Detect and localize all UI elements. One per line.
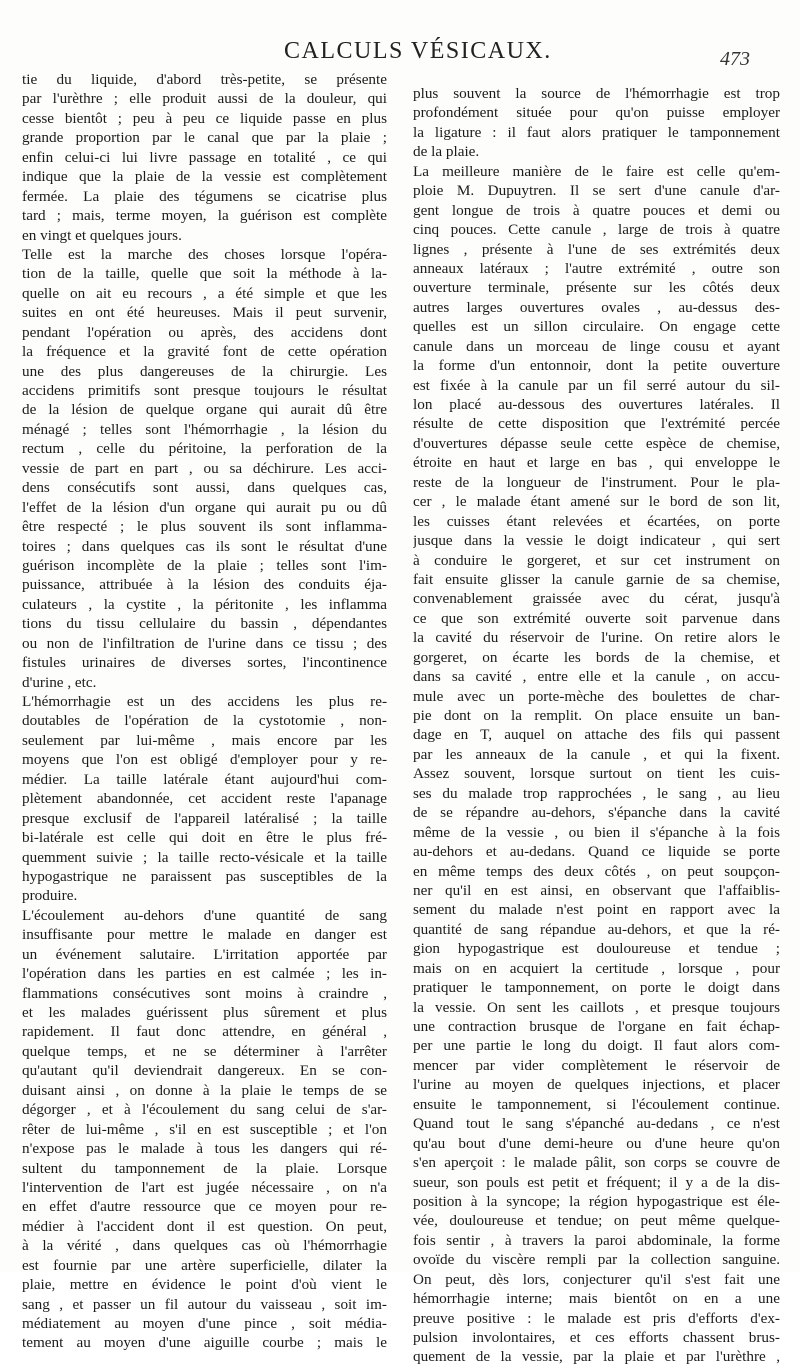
text-line: Assez souvent, lorsque surtout on tient les cuis- — [413, 765, 780, 783]
text-line: ner qu'il en est ainsi, en observant que l'affaiblis- — [413, 881, 780, 899]
text-line: qu'autant qu'il deviendrait dangereux. En se con- — [22, 1062, 387, 1080]
text-line: jusque dans la vessie le doigt indicateur , qui sert — [413, 532, 780, 550]
text-line: per une partie le long du doigt. Il faut alors com- — [413, 1037, 780, 1055]
text-line: culateurs , la cystite , la péritonite , les inflamma — [22, 595, 387, 613]
text-line: à la vérité , dans quelques cas où l'hémorrhagie — [22, 1237, 387, 1255]
text-line: être respecté ; le plus souvent ils sont inflamma- — [22, 518, 387, 536]
text-line: fermée. La plaie des tégumens se cicatrise plus — [22, 187, 387, 205]
text-line: en effet d'autre ressource que ce moyen pour re- — [22, 1198, 387, 1216]
text-line: quantité de sang répandue au-dehors, et que la ré- — [413, 920, 780, 938]
text-line: gion hypogastrique est douloureuse et tendue ; — [413, 940, 780, 958]
text-line: sang , et passer un fil autour du vaisseau , soit im- — [22, 1295, 387, 1313]
text-line: d'ouvertures dépasse seule cette espèce de chemise, — [413, 434, 780, 452]
text-line: en vingt et quelques jours. — [22, 226, 182, 244]
text-line: accidens primitifs sont presque toujours le résultat — [22, 382, 387, 399]
text-line: l'intervention de l'art est jugée nécessaire , on n'a — [22, 1178, 387, 1196]
page-number: 473 — [720, 48, 750, 70]
text-line: cer , le malade étant amené sur le bord de son lit, — [413, 493, 780, 511]
text-line: ploie M. Dupuytren. Il se sert d'une canule d'ar- — [413, 182, 780, 200]
text-line: dans sa cavité , entre elle et la canule , on accu- — [413, 668, 780, 686]
text-line: On peut, dès lors, conjecturer qu'il s'est fait une — [413, 1270, 780, 1288]
text-line: seulement par lui-même , mais encore par les — [22, 731, 387, 749]
text-line: hypogastrique ne paraissent pas susceptibles de la — [22, 867, 387, 885]
text-line: qu'au bout d'une demi-heure ou d'une heure qu'on — [413, 1134, 780, 1152]
text-line: l'opération dans les parties en est calmée ; les in- — [22, 965, 387, 983]
text-line: sueur, son pouls est petit et fréquent; il y a de la dis- — [413, 1173, 780, 1191]
text-line: doutables de l'opération de la cystotomie , non- — [22, 712, 387, 730]
text-line: médier à l'accident dont il est question. On peut, — [22, 1217, 387, 1235]
text-line: plus souvent la source de l'hémorrhagie est trop — [413, 85, 780, 102]
text-line: quemment suivie ; la taille recto-vésicale et la taille — [22, 848, 387, 866]
text-line: par l'urèthre ; elle produit aussi de la douleur, qui — [22, 90, 387, 108]
text-line: la fréquence et la gravité font de cette opération — [22, 343, 387, 361]
text-line: une des plus dangereuses de la chirurgie. Les — [22, 362, 387, 380]
text-line: à conduire le gorgeret, et sur cet instrument on — [413, 551, 780, 569]
text-line: résulte de cette disposition que l'extrémité percée — [413, 415, 780, 433]
text-line: quelque temps, et ne se déterminer à l'arrêter — [22, 1042, 387, 1060]
text-line: ce que son extrémité ouverte soit parvenue dans — [413, 609, 780, 627]
text-line: par les anneaux de la canule , et qui la fixent. — [413, 745, 780, 763]
text-line: l'effet de la lésion d'un organe qui aurait pu ou dû — [22, 498, 387, 516]
text-line: plètement abandonnée, cet accident reste l'apanage — [22, 790, 387, 808]
text-line: canule dans un morceau de linge cousu et ayant — [413, 337, 780, 355]
text-line: l'urine au moyen de quelques injections, et placer — [413, 1076, 780, 1094]
text-line: les cuisses étant relevées et écartées, on porte — [413, 512, 780, 530]
text-line: de la lésion de quelque organe qui aurait dû être — [22, 401, 387, 419]
text-line: insuffisante pour mettre le malade en danger est — [22, 926, 387, 944]
left-text-column — [22, 70, 387, 1353]
text-line: n'expose pas le malade à tous les dangers qui ré- — [22, 1140, 387, 1158]
text-line: pulsion involontaires, et ces efforts chassent brus- — [413, 1329, 780, 1346]
text-line: rêter de lui-même , s'il en est susceptible ; et l'on — [22, 1120, 387, 1138]
text-line: une contraction brusque de l'organe en fait échap- — [413, 1018, 780, 1035]
text-line: de la plaie. — [413, 143, 480, 161]
text-line: suites en ont été heureuses. Mais il peut survenir, — [22, 304, 387, 322]
text-line: gorgeret, on écarte les bords de la chemise, et — [413, 648, 780, 666]
text-line: quement de la vessie, par la plaie et par l'urèthre , — [413, 1348, 780, 1366]
text-line: grande proportion par le canal que par la plaie ; — [22, 129, 387, 147]
text-line: moyens que l'on est obligé d'employer pour y re- — [22, 751, 387, 769]
text-line: mencer par vider complètement le réservoir de — [413, 1056, 780, 1074]
text-line: pratiquer le tamponnement, on porte le doigt dans — [413, 979, 780, 997]
text-line: lignes , présente à l'une de ses extrémités deux — [413, 240, 780, 258]
text-line: cesse bientôt ; peu à peu ce liquide passe en plus — [22, 109, 387, 127]
text-line: la forme d'un entonnoir, dont la petite ouverture — [413, 357, 780, 375]
text-line: preuve positive : le malade est pris d'efforts d'ex- — [413, 1309, 780, 1327]
text-line: la vessie. On sent les caillots , et presque toujours — [413, 998, 780, 1016]
text-line: position à la syncope; la région hypogastrique est éle- — [413, 1192, 780, 1210]
running-title: CALCULS VÉSICAUX. — [284, 38, 552, 64]
text-line: la cavité du réservoir de l'urine. On retire alors le — [413, 629, 780, 647]
text-line: flammations consécutives sont moins à craindre , — [22, 984, 387, 1002]
right-text-column — [413, 84, 780, 1367]
text-line: au-dehors et au-dedans. Quand ce liquide se porte — [413, 843, 780, 861]
text-line: ouverture terminale, présente sur les côtés deux — [413, 279, 780, 297]
text-line: médier. La taille latérale étant aujourd'hui com- — [22, 770, 387, 788]
text-line: étroite en haut et large en bas , qui enveloppe le — [413, 454, 780, 472]
text-line: pendant l'opération ou après, des accidens dont — [22, 323, 387, 341]
text-line: la ligature : il faut alors pratiquer le tamponnement — [413, 123, 780, 141]
text-line: médiatement au moyen d'une pince , soit média- — [22, 1315, 387, 1332]
text-line: duisant ainsi , on donne à la plaie le temps de se — [22, 1081, 387, 1099]
text-line: convenablement graissée avec du cérat, jusqu'à — [413, 590, 780, 608]
text-line: autres larges ouvertures ovales , au-dessus des- — [413, 298, 780, 316]
text-line: L'hémorrhagie est un des accidens les plus re- — [22, 693, 387, 710]
text-line: ovoïde du viscère rempli par la collection sanguine. — [413, 1251, 780, 1269]
text-line: enfin celui-ci lui livre passage en totalité , ce qui — [22, 148, 387, 166]
text-line: ses du malade trop rapprochées , le sang , au lieu — [413, 784, 780, 802]
text-line: rectum , celle du péritoine, la perforation de la — [22, 440, 387, 458]
text-line: plaie, mettre en évidence le point d'où vient le — [22, 1276, 387, 1294]
text-line: guérison incomplète de la plaie ; telles sont l'im- — [22, 556, 387, 574]
text-line: ensuite le tamponnement, si l'écoulement continue. — [413, 1095, 780, 1113]
text-line: rapidement. Il faut donc attendre, en général , — [22, 1023, 387, 1041]
text-line: ménagé ; telles sont l'hémorrhagie , la lésion du — [22, 420, 387, 438]
text-line: profondément située pour qu'on puisse employer — [413, 104, 780, 122]
text-line: presque exclusif de l'appareil latéralisé ; la taille — [22, 809, 387, 827]
text-line: sultent du tamponnement de la plaie. Lorsque — [22, 1159, 387, 1177]
text-line: fait ensuite glisser la canule garnie de sa chemise, — [413, 570, 780, 588]
text-line: puissance, attribuée à la lésion des conduits éja- — [22, 576, 387, 594]
text-line: Telle est la marche des choses lorsque l'opéra- — [22, 245, 387, 263]
text-line: est fournie par une artère superficielle, dilater la — [22, 1256, 387, 1274]
text-line: de se répandre au-dehors, s'épanche dans la cavité — [413, 804, 780, 822]
text-line: même de la vessie , ou bien il s'épanche à la fois — [413, 823, 780, 841]
running-head — [0, 38, 800, 72]
text-line: vée, douloureuse et tendue; on peut même quelque- — [413, 1212, 780, 1230]
text-line: s'en aperçoit : le malade pâlit, son corps se couvre de — [413, 1154, 780, 1172]
text-line: en même temps des deux côtés , on peut soupçon- — [413, 862, 780, 880]
text-line: indique que la plaie de la vessie est complètement — [22, 168, 387, 186]
text-line: pie dont on la remplit. On place ensuite un ban- — [413, 707, 780, 724]
text-line: toires ; dans quelques cas ils sont le résultat d'une — [22, 537, 387, 555]
text-line: ou non de l'infiltration de l'urine dans ce tissu ; des — [22, 634, 387, 652]
text-line: Quand tout le sang s'épanché au-dedans , ce n'est — [413, 1115, 780, 1133]
text-line: fois sentir , à travers la paroi abdominale, la forme — [413, 1231, 780, 1249]
text-line: gent longue de trois à quatre pouces et demi ou — [413, 201, 780, 219]
text-line: et les malades guérissent plus sûrement et plus — [22, 1004, 387, 1021]
text-line: lon placé au-dessous des ouvertures latérales. Il — [413, 396, 780, 413]
text-line: sement du malade n'est point en rapport avec la — [413, 901, 780, 919]
text-line: hémorrhagie interne; mais bientôt on en a une — [413, 1290, 780, 1308]
text-line: est fixée à la canule par un fil serré autour du sil- — [413, 376, 780, 394]
text-line: dégorger , et à l'écoulement du sang celui de s'ar- — [22, 1101, 387, 1119]
text-line: mule avec un porte-mèche des boulettes de char- — [413, 687, 780, 705]
text-line: tions du tissu cellulaire du bassin , dépendantes — [22, 615, 387, 633]
text-line: anneaux latéraux ; l'autre extrémité , outre son — [413, 259, 780, 277]
text-line: tie du liquide, d'abord très-petite, se présente — [22, 71, 387, 88]
text-line: tard ; mais, terme moyen, la guérison est complète — [22, 207, 387, 225]
text-line: produire. — [22, 887, 78, 905]
text-line: tion de la taille, quelle que soit la méthode à la- — [22, 265, 387, 283]
text-line: cinq pouces. Cette canule , large de trois à quatre — [413, 221, 780, 239]
text-line: quelles est un sillon circulaire. On engage cette — [413, 318, 780, 336]
text-line: dage en T, auquel on attache des fils qui passent — [413, 726, 780, 744]
text-line: vessie de part en part , ou sa déchirure. Les acci- — [22, 459, 387, 477]
text-line: La meilleure manière de le faire est celle qu'em- — [413, 162, 780, 180]
text-line: bi-latérale est celle qui doit en être le plus fré- — [22, 829, 387, 847]
text-line: reste de la longueur de l'instrument. Pour le pla- — [413, 473, 780, 491]
text-line: quelle on ait eu recours , a été simple et que les — [22, 284, 387, 302]
text-line: dens consécutifs sont aussi, dans quelques cas, — [22, 479, 387, 497]
text-line: tement au moyen d'une aiguille courbe ; mais le — [22, 1334, 387, 1352]
text-line: mais on en acquiert la certitude , lorsque , pour — [413, 959, 780, 977]
text-line: fistules urinaires de diverses sortes, l'incontinence — [22, 654, 387, 672]
text-line: d'urine , etc. — [22, 673, 97, 691]
text-line: un événement salutaire. L'irritation apportée par — [22, 945, 387, 963]
text-line: L'écoulement au-dehors d'une quantité de sang — [22, 906, 387, 924]
